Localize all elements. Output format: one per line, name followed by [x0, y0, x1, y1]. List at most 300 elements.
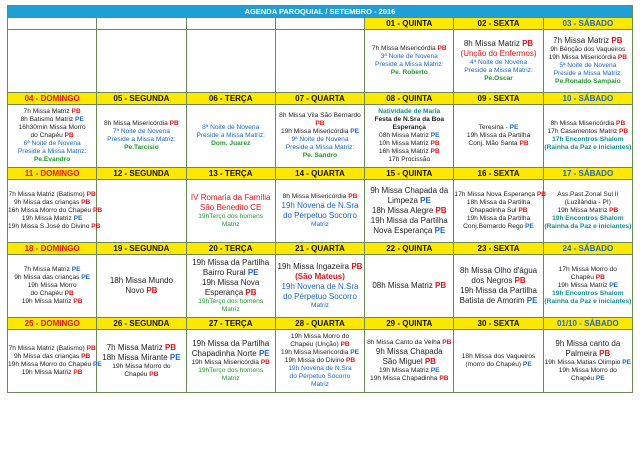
priest-tag: PE	[169, 352, 181, 362]
priest-tag: PB	[91, 223, 101, 231]
event-text: 9h Missa Chapada	[375, 346, 443, 356]
event-line	[365, 116, 453, 124]
event-text: 7h Missa Matriz	[23, 107, 72, 115]
event-text: 19h Missa do Divino	[284, 356, 346, 364]
event-line	[544, 223, 632, 231]
event-text: 16h Missa Morro do Chapéu	[8, 206, 94, 214]
event-line	[544, 191, 632, 199]
event-line	[8, 148, 96, 156]
event-line	[187, 306, 275, 314]
event-text: 19h Novena de N.Sra	[288, 365, 352, 373]
day-cell	[275, 105, 364, 168]
title-row	[8, 6, 633, 18]
event-line	[97, 136, 185, 144]
event-line	[187, 203, 275, 213]
day-header: 24 - SÁBADO	[543, 243, 632, 255]
priest-tag: PB	[519, 140, 529, 148]
event-line	[365, 108, 453, 116]
event-text: 19h Missa Matriz	[21, 369, 74, 377]
event-text: 19h Missa Misericórdia	[548, 53, 618, 61]
priest-tag: PE	[609, 281, 619, 289]
event-text: 19h Missa Matias Olímpio	[544, 358, 623, 366]
event-line	[544, 62, 632, 70]
event-text: 8h Batismo Matriz	[20, 115, 76, 123]
event-text: 3ª Noite de Novena	[380, 52, 438, 60]
day-cell	[365, 255, 454, 318]
event-text: Festa de N.Sra da Boa	[374, 115, 445, 123]
event-line	[365, 186, 453, 196]
priest-tag: PE	[509, 123, 519, 131]
event-text: Pe. Sandro	[302, 152, 338, 160]
event-text: Chapadinha Sul	[469, 206, 519, 214]
event-text: 19h Missa S.José do Divino	[8, 223, 92, 231]
day-cell	[543, 105, 632, 168]
event-line	[276, 365, 364, 373]
event-text: Preside a Missa Matriz:	[196, 131, 265, 139]
event-line	[365, 45, 453, 53]
week-header-row	[8, 168, 633, 180]
event-line	[8, 215, 96, 223]
priest-tag: PB	[340, 340, 350, 348]
event-line	[454, 276, 542, 286]
event-line	[97, 276, 185, 286]
event-text: 19h Missa Matriz	[557, 281, 610, 289]
event-text: Bairro Rural	[202, 267, 248, 277]
event-line	[8, 124, 96, 132]
event-text: 17h Missa Nova Esperança	[454, 190, 537, 198]
event-text: 19h Missa Matriz	[557, 206, 610, 214]
day-header: 26 - SEGUNDA	[97, 318, 186, 330]
event-line	[276, 272, 364, 282]
event-text: 19h Missa Matriz	[21, 298, 74, 306]
priest-tag: PB	[93, 206, 103, 214]
event-line	[187, 367, 275, 375]
priest-tag: PE	[420, 196, 431, 205]
event-text: Chapéu	[124, 371, 150, 378]
event-text: Ass.Past.Zonal Sul II	[557, 190, 619, 198]
event-line	[97, 343, 185, 353]
event-line	[8, 266, 96, 274]
priest-tag: PB	[64, 290, 74, 298]
event-line	[187, 339, 275, 349]
event-line	[8, 108, 96, 116]
event-line	[187, 140, 275, 148]
event-text: Dom. Juarez	[211, 140, 251, 148]
day-cell	[543, 330, 632, 393]
priest-tag: PB	[536, 190, 547, 198]
event-line	[544, 215, 632, 223]
event-text: 18h Missa dos Vaqueiros	[461, 352, 536, 360]
event-text: 19h Missa da Partilha	[192, 338, 270, 348]
event-line	[8, 361, 102, 369]
empty-day-cell	[275, 30, 364, 93]
event-text: do Pérpetuo Socorro	[283, 291, 357, 301]
priest-tag: PB	[351, 261, 363, 271]
day-header: 16 - SEXTA	[454, 168, 543, 180]
empty-day-cell	[8, 30, 97, 93]
event-line	[97, 144, 185, 152]
priest-tag: PB	[424, 356, 436, 366]
priest-tag: PB	[430, 140, 440, 148]
day-header: 01 - QUINTA	[365, 18, 454, 30]
event-text: 19hTerço dos homens	[198, 212, 264, 220]
event-text: 8h Missa Matriz	[463, 38, 523, 48]
day-header: 14 - QUARTA	[275, 168, 364, 180]
event-line	[8, 199, 96, 207]
event-text: 19hTerço dos homens	[198, 366, 264, 374]
empty-day-header	[8, 18, 97, 30]
event-text: 08h Missa Matriz	[379, 131, 431, 139]
event-line	[365, 216, 453, 226]
event-line	[276, 373, 364, 381]
day-header: 27 - TERÇA	[186, 318, 275, 330]
week-body-row	[8, 180, 633, 243]
event-text: 19h Missa Morro	[27, 281, 77, 289]
day-cell	[97, 255, 186, 318]
day-header: 10 - SÁBADO	[543, 93, 632, 105]
priest-tag: PB	[86, 344, 96, 352]
event-text: Matriz	[311, 381, 329, 389]
week-header-row	[8, 93, 633, 105]
day-cell	[8, 255, 97, 318]
event-text: Matriz	[311, 301, 329, 309]
day-cell	[186, 330, 275, 393]
event-line	[365, 69, 453, 77]
event-text: Pe.Tarcísio	[124, 144, 159, 152]
event-text: 16h Missa Matriz	[378, 148, 431, 156]
event-line	[97, 353, 185, 363]
priest-tag: PB	[522, 38, 534, 48]
event-text: Matriz	[221, 306, 240, 313]
event-text: 19h Novena de N.Sra	[281, 201, 359, 210]
event-text: 19h Missa Matriz	[379, 366, 431, 374]
empty-day-header	[186, 18, 275, 30]
day-cell	[97, 330, 186, 393]
event-line	[276, 193, 364, 201]
priest-tag: PE	[525, 223, 534, 231]
event-text: 19h Missa da Partilha	[192, 257, 270, 267]
day-cell	[275, 255, 364, 318]
priest-tag: PE	[430, 366, 440, 374]
event-text: 8h Missa Canto da Velha	[367, 338, 443, 346]
day-cell	[454, 255, 543, 318]
event-text: 19hTerço dos homens	[198, 297, 264, 305]
event-line	[276, 357, 364, 365]
event-line	[544, 266, 632, 274]
priest-tag: PB	[81, 198, 91, 206]
event-text: 8h Missa Misericórdia	[282, 192, 349, 200]
day-cell	[8, 330, 102, 393]
event-line	[8, 282, 96, 290]
event-line	[187, 278, 275, 288]
priest-tag: PB	[64, 131, 74, 139]
priest-tag: PE	[526, 296, 538, 305]
day-header: 02 - SEXTA	[454, 18, 543, 30]
week-header-row	[8, 318, 633, 330]
event-text: 7h Missa Matriz	[553, 35, 612, 45]
event-line	[276, 262, 364, 272]
event-text: do Chapéu	[30, 290, 65, 298]
event-text: Esperança	[204, 287, 246, 297]
calendar-table	[7, 5, 633, 393]
event-text: 9h Missa das crianças	[14, 273, 82, 281]
day-cell	[8, 105, 97, 168]
event-text: 19h Missa da Partilha	[466, 131, 531, 139]
day-cell	[454, 330, 543, 393]
event-text: 9h Missa das crianças	[14, 198, 82, 206]
event-text: 8h Missa Vila São Bernardo	[279, 111, 361, 119]
event-line	[365, 375, 453, 383]
event-text: 19h Missa Nova	[202, 277, 260, 287]
day-header: 15 - QUINTA	[365, 168, 454, 180]
event-line	[8, 353, 96, 361]
event-line	[454, 199, 542, 207]
event-text: Matriz	[311, 221, 329, 228]
event-text: 19h Novena de N.Sra	[281, 281, 359, 291]
event-line	[544, 136, 632, 144]
priest-tag: PE	[93, 361, 102, 368]
event-text: do Pérpetuo Socorro	[283, 211, 357, 220]
event-text: Conj.Bernardo Rego	[463, 223, 526, 231]
event-text: Palmeira	[565, 348, 600, 358]
event-text: Pe.Oscar	[484, 75, 513, 83]
day-header: 01/10 - SÁBADO	[543, 318, 632, 330]
event-line	[276, 152, 364, 160]
event-line	[544, 128, 632, 136]
event-line	[544, 120, 632, 128]
day-cell	[97, 180, 186, 243]
event-text: 18h Missa da Partilha	[466, 198, 531, 206]
event-line	[8, 290, 96, 298]
event-line	[454, 132, 542, 140]
event-line	[365, 148, 453, 156]
event-text: Chapéu (Unção)	[290, 340, 341, 348]
event-line	[276, 112, 364, 120]
event-line	[276, 136, 364, 144]
event-line	[365, 124, 453, 132]
event-line	[454, 223, 542, 231]
event-line	[365, 206, 453, 216]
priest-tag: PB	[442, 338, 452, 346]
event-text: 19h Missa da Partilha	[460, 286, 538, 295]
event-text: 9h Missa Chapada da	[370, 186, 449, 195]
priest-tag: PE	[71, 265, 81, 273]
priest-tag: PE	[75, 115, 84, 123]
event-line	[97, 363, 185, 371]
event-line	[276, 221, 364, 229]
event-text: 4ª Noite de Novena	[470, 58, 528, 66]
event-text: 8h Missa Misericórdia	[104, 119, 170, 127]
day-header: 13 - TERÇA	[186, 168, 275, 180]
day-cell	[186, 105, 275, 168]
priest-tag: PB	[348, 192, 358, 200]
event-text: 08h Missa Matriz	[372, 281, 436, 290]
priest-tag: PB	[169, 119, 179, 127]
event-line	[8, 156, 96, 164]
event-text: 19h Missa Morro do	[558, 366, 617, 374]
event-text: 19h Encontros Shalom	[552, 215, 624, 223]
event-line	[365, 61, 453, 69]
event-text: IV Romaria da Família	[190, 192, 271, 202]
event-text: 8ª Noite de Novena	[202, 123, 260, 131]
event-text: 19h Missa Misericórdia	[280, 348, 351, 356]
event-text: 10h Missa Matriz	[378, 140, 431, 148]
day-header: 11 - DOMINGO	[8, 168, 97, 180]
event-line	[187, 193, 275, 203]
event-line	[8, 345, 96, 353]
event-line	[276, 333, 364, 341]
day-cell	[186, 255, 275, 318]
event-line	[365, 226, 453, 236]
event-line	[454, 140, 542, 148]
event-line	[8, 298, 96, 306]
event-line	[276, 349, 364, 357]
day-cell	[365, 105, 454, 168]
event-text: Preside a Missa Matriz:	[464, 66, 533, 74]
event-text: 7h Missa Matriz	[106, 342, 165, 352]
event-line	[276, 302, 364, 310]
empty-day-cell	[97, 30, 186, 93]
priest-tag: PB	[86, 190, 96, 198]
event-line	[544, 54, 632, 62]
event-text: Chapadinha Norte	[191, 348, 259, 358]
day-header: 04 - DOMINGO	[8, 93, 97, 105]
event-line	[365, 196, 453, 206]
day-cell	[186, 180, 275, 243]
event-line	[187, 124, 275, 132]
priest-tag: PE	[522, 361, 532, 368]
event-line	[544, 375, 632, 383]
event-text: 9h Missa das crianças	[14, 352, 82, 360]
event-line	[544, 46, 632, 54]
event-line	[276, 341, 364, 349]
event-text: do Chapéu	[30, 131, 65, 139]
event-text: Preside a Missa Matriz:	[107, 136, 176, 143]
calendar-title: AGENDA PAROQUIAL / SETEMBRO - 2016	[8, 6, 633, 18]
priest-tag: PB	[149, 371, 159, 378]
day-cell	[97, 105, 186, 168]
event-line	[187, 213, 275, 221]
event-text: 19h Missa Ingazeira	[277, 261, 352, 271]
event-line	[454, 361, 542, 369]
event-line	[544, 349, 632, 359]
event-text: São Miguel	[382, 356, 425, 366]
event-line	[365, 347, 453, 357]
priest-tag: PB	[514, 276, 526, 285]
event-line	[187, 288, 275, 298]
event-line	[544, 367, 632, 375]
event-line	[365, 156, 453, 164]
event-line	[544, 199, 632, 207]
week-body-row	[8, 105, 633, 168]
day-header: 06 - TERÇA	[186, 93, 275, 105]
event-line	[454, 207, 542, 215]
event-text: 19h Missa Chapadinha	[370, 375, 440, 383]
priest-tag: PB	[315, 119, 325, 127]
event-line	[187, 298, 275, 306]
event-text: Preside a Missa Matriz:	[285, 144, 355, 152]
day-header: 18 - DOMINGO	[8, 243, 97, 255]
event-text: Conj. Mão Santa	[468, 140, 520, 148]
priest-tag: PB	[73, 298, 83, 306]
event-line	[97, 371, 185, 379]
event-text: (Rainha da Paz e iniciantes)	[544, 144, 632, 152]
event-text: Pe.Ronaldo Sampaio	[555, 78, 621, 86]
event-line	[365, 132, 453, 140]
event-line	[187, 349, 275, 359]
event-text: 19h Missa da Partilha	[466, 215, 531, 223]
event-line	[544, 359, 632, 367]
event-text: Teresina -	[478, 123, 510, 131]
event-text: 7ª Noite de Novena	[112, 127, 170, 135]
event-line	[8, 116, 96, 124]
day-header: 28 - QUARTA	[275, 318, 364, 330]
priest-tag: PB	[609, 206, 619, 214]
event-text: 17h Procissão	[388, 156, 431, 164]
day-cell	[275, 330, 364, 393]
week-body-row	[8, 30, 633, 93]
event-line	[544, 339, 632, 349]
event-text: 8h Missa Misericórdia	[550, 119, 617, 127]
event-line	[544, 290, 632, 298]
empty-day-cell	[186, 30, 275, 93]
event-text: Preside a Missa Matriz:	[553, 70, 623, 78]
event-line	[454, 67, 542, 75]
event-text: 17h Casamentos Matriz	[547, 127, 619, 135]
event-text: Matriz	[221, 375, 240, 383]
day-header: 19 - SEGUNDA	[97, 243, 186, 255]
event-text: 8h Missa Olho d'água	[459, 266, 538, 275]
event-text: 19h Encontros Shalom	[552, 290, 624, 298]
event-text: 18h Missa Mundo	[109, 276, 173, 285]
event-line	[544, 207, 632, 215]
event-line	[544, 282, 632, 290]
day-header: 25 - DOMINGO	[8, 318, 97, 330]
event-line	[454, 266, 542, 276]
event-line	[8, 132, 96, 140]
day-header: 03 - SÁBADO	[543, 18, 632, 30]
event-text: 17h Encontros Shalom	[552, 136, 624, 143]
priest-tag: PB	[439, 375, 449, 383]
day-header: 12 - SEGUNDA	[97, 168, 186, 180]
event-line	[8, 206, 103, 215]
event-line	[365, 357, 453, 367]
day-cell	[543, 30, 632, 93]
priest-tag: PB	[346, 356, 356, 364]
week-header-row	[8, 243, 633, 255]
event-line	[365, 367, 453, 375]
day-cell	[454, 180, 547, 243]
event-text: (Rainha da Paz e iniciantes)	[544, 298, 632, 306]
event-line	[454, 75, 542, 83]
day-cell	[365, 30, 454, 93]
event-line	[8, 140, 96, 148]
event-text: (Rainha da Paz e iniciantes)	[544, 223, 632, 231]
week-body-row	[8, 330, 633, 393]
calendar-body	[8, 6, 633, 393]
event-line	[544, 36, 632, 46]
priest-tag: PE	[595, 375, 605, 383]
priest-tag: PE	[258, 348, 270, 358]
priest-tag: PB	[435, 281, 447, 290]
event-line	[544, 274, 632, 282]
priest-tag: PE	[434, 226, 446, 235]
event-line	[276, 128, 364, 136]
event-line	[276, 292, 364, 302]
event-text: Preside a Missa Matriz:	[17, 148, 87, 156]
priest-tag: PE	[622, 358, 632, 366]
day-header: 23 - SEXTA	[454, 243, 543, 255]
